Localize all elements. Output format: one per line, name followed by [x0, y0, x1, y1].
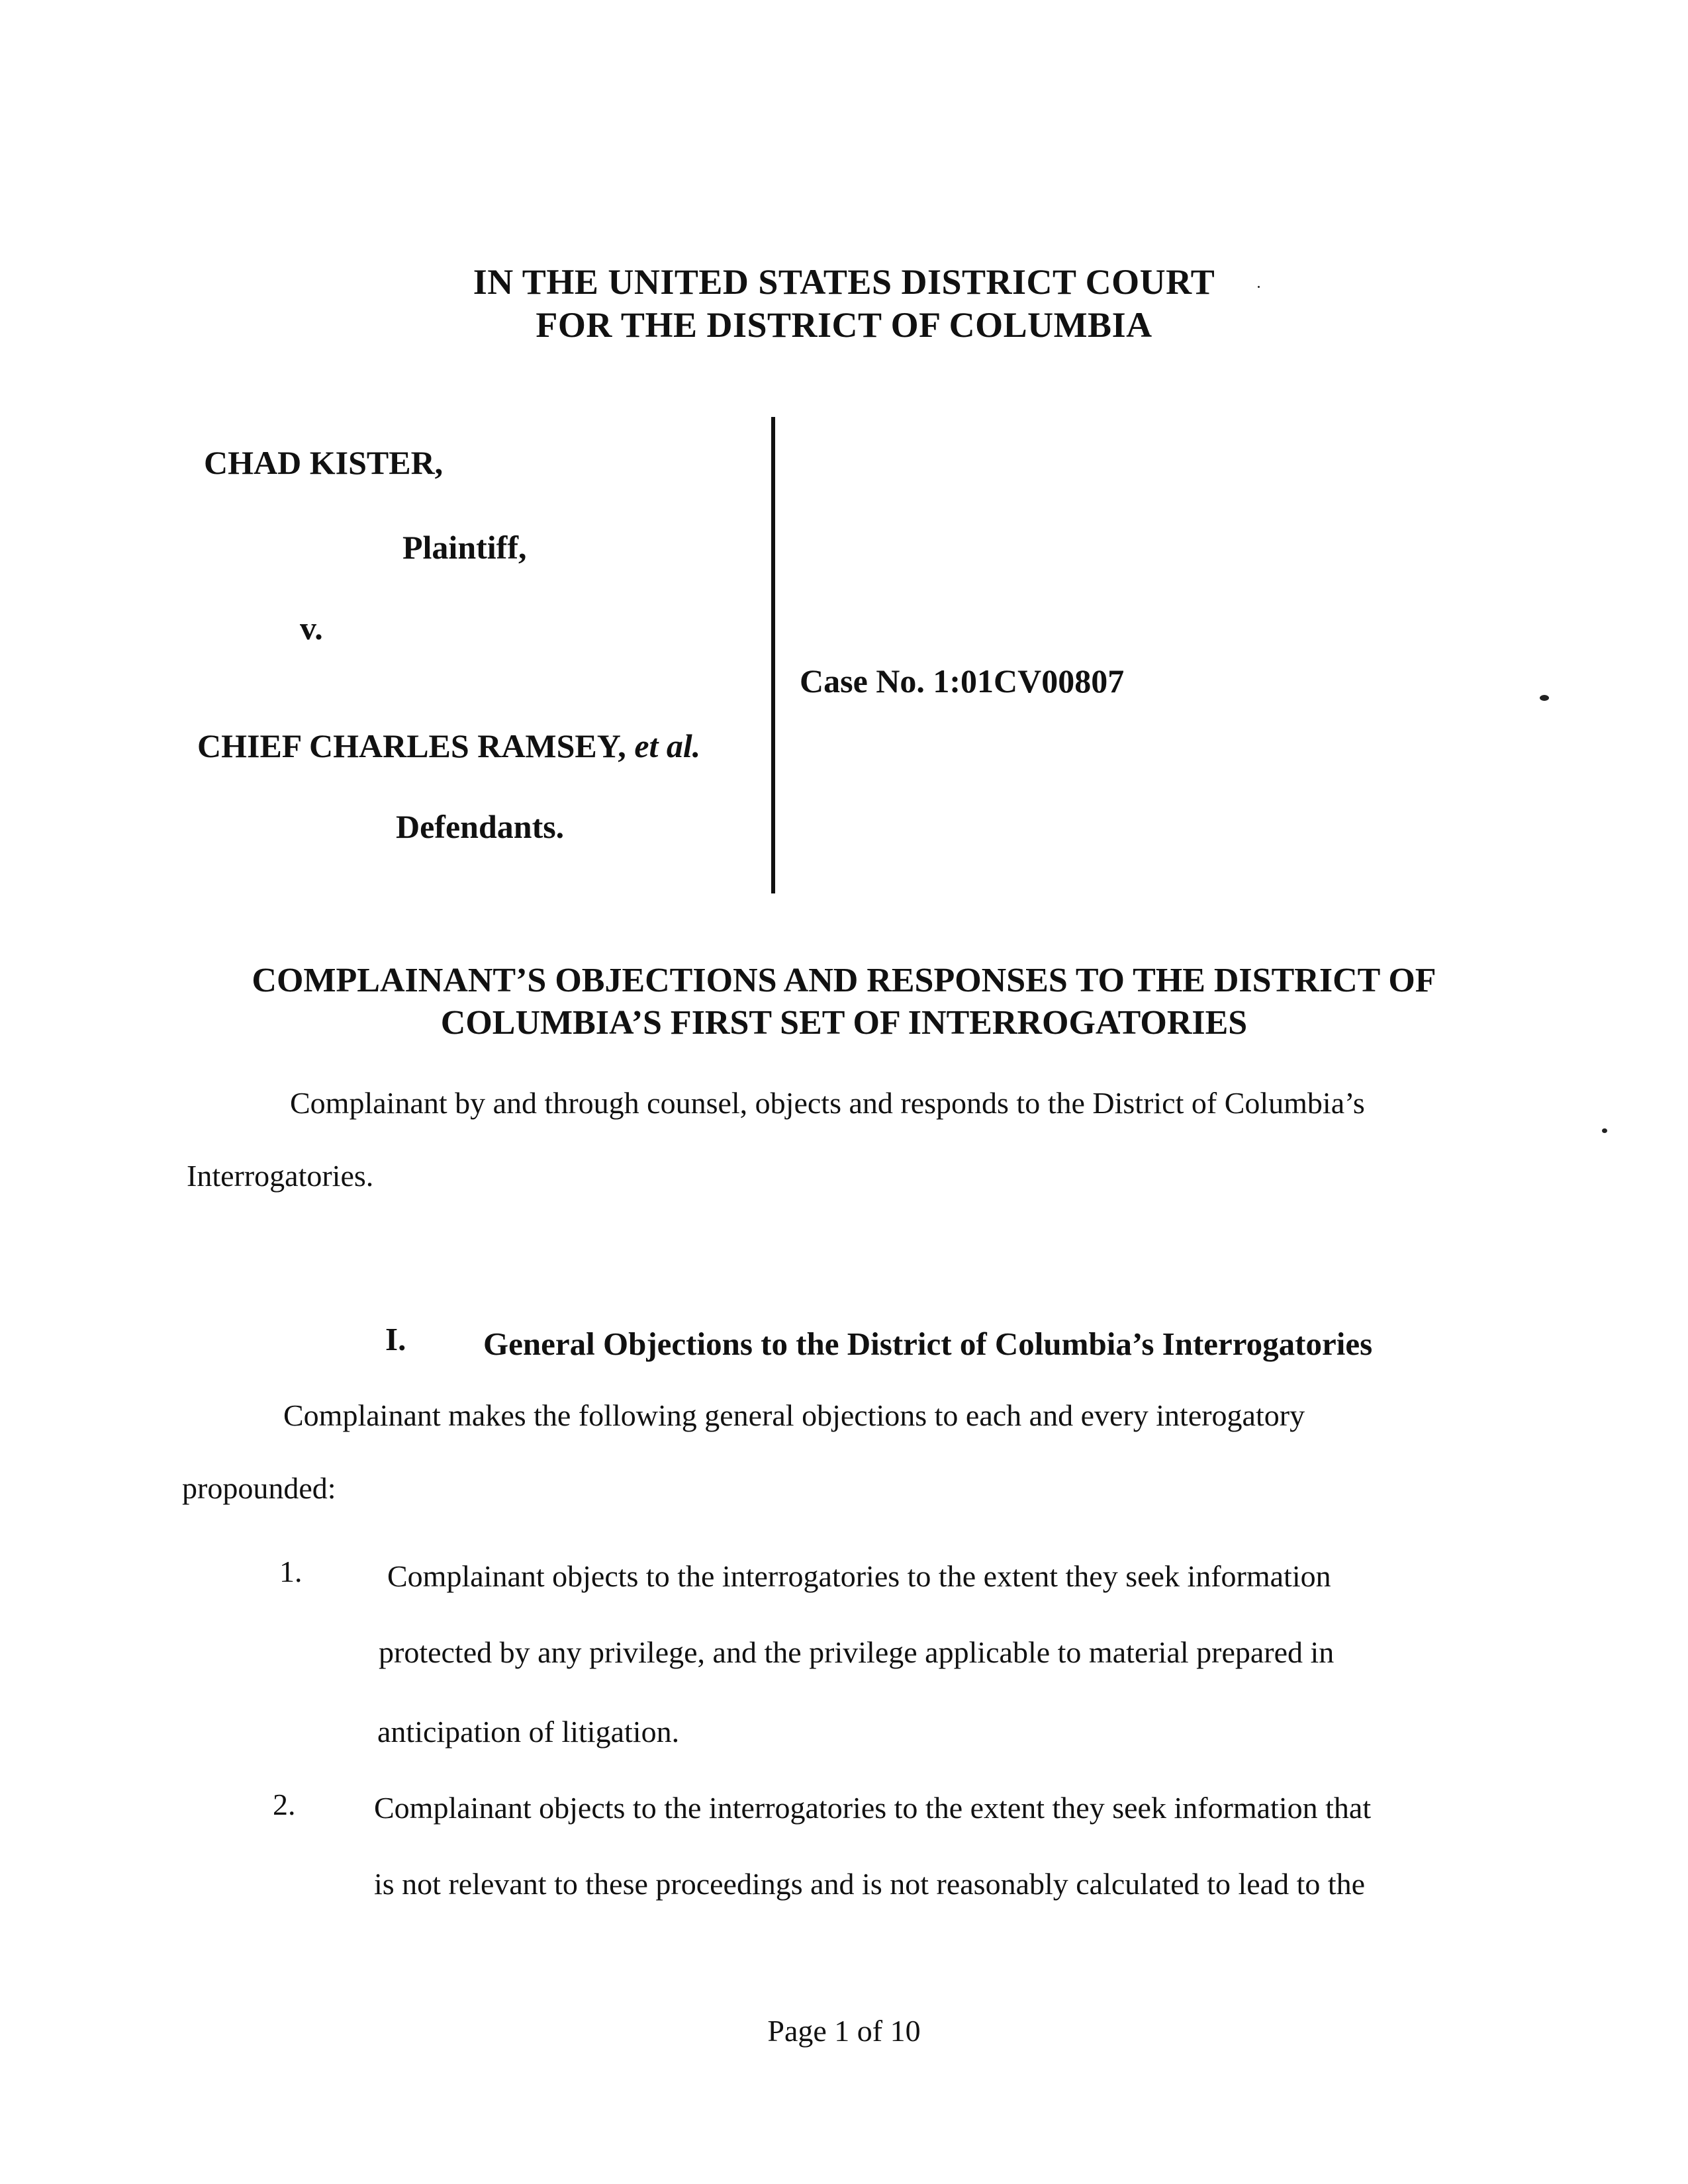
section-1-intro-line-1: Complainant makes the following general objections to each and every interogatory — [283, 1398, 1305, 1432]
scan-speck — [1540, 695, 1549, 701]
objection-2-number: 2. — [273, 1788, 296, 1821]
document-title-line-1: COMPLAINANT’S OBJECTIONS AND RESPONSES TO THE DISTRICT OF — [252, 962, 1436, 999]
objection-1-number: 1. — [279, 1555, 303, 1588]
document-title-line-2: COLUMBIA’S FIRST SET OF INTERROGATORIES — [440, 1004, 1248, 1042]
section-1-intro-line-2: propounded: — [182, 1471, 336, 1505]
caption-divider — [771, 417, 775, 893]
page-number: Page 1 of 10 — [767, 2014, 921, 2048]
intro-paragraph-line-2: Interrogatories. — [187, 1159, 374, 1193]
objection-1-line-2: protected by any privilege, and the privilege applicable to material prepared in — [379, 1635, 1335, 1669]
objection-1-line-1: Complainant objects to the interrogatories to the extent they seek information — [387, 1559, 1331, 1593]
defendant-role: Defendants. — [396, 808, 565, 845]
plaintiff-name: CHAD KISTER, — [204, 444, 444, 481]
objection-1-line-3: anticipation of litigation. — [377, 1715, 680, 1749]
section-1-heading: General Objections to the District of Columbia’s Interrogatories — [483, 1326, 1373, 1362]
scan-speck — [1602, 1128, 1607, 1133]
court-name-line-1: IN THE UNITED STATES DISTRICT COURT — [473, 262, 1215, 302]
objection-2-line-2: is not relevant to these proceedings and is not reasonably calculated to lead to the — [374, 1867, 1366, 1901]
scan-speck — [1258, 286, 1260, 288]
defendant-et-al: et al. — [634, 727, 701, 764]
defendant-name — [197, 727, 700, 765]
case-number: Case No. 1:01CV00807 — [800, 662, 1125, 700]
section-1-numeral: I. — [385, 1321, 406, 1357]
defendant-name-text: CHIEF CHARLES RAMSEY, — [197, 727, 626, 764]
versus-label: v. — [300, 610, 323, 647]
court-name-line-2: FOR THE DISTRICT OF COLUMBIA — [536, 305, 1152, 345]
intro-paragraph-line-1: Complainant by and through counsel, objects and responds to the District of Columbia’s — [290, 1086, 1365, 1120]
plaintiff-role: Plaintiff, — [402, 529, 527, 566]
objection-2-line-1: Complainant objects to the interrogatories to the extent they seek information that — [374, 1791, 1372, 1825]
